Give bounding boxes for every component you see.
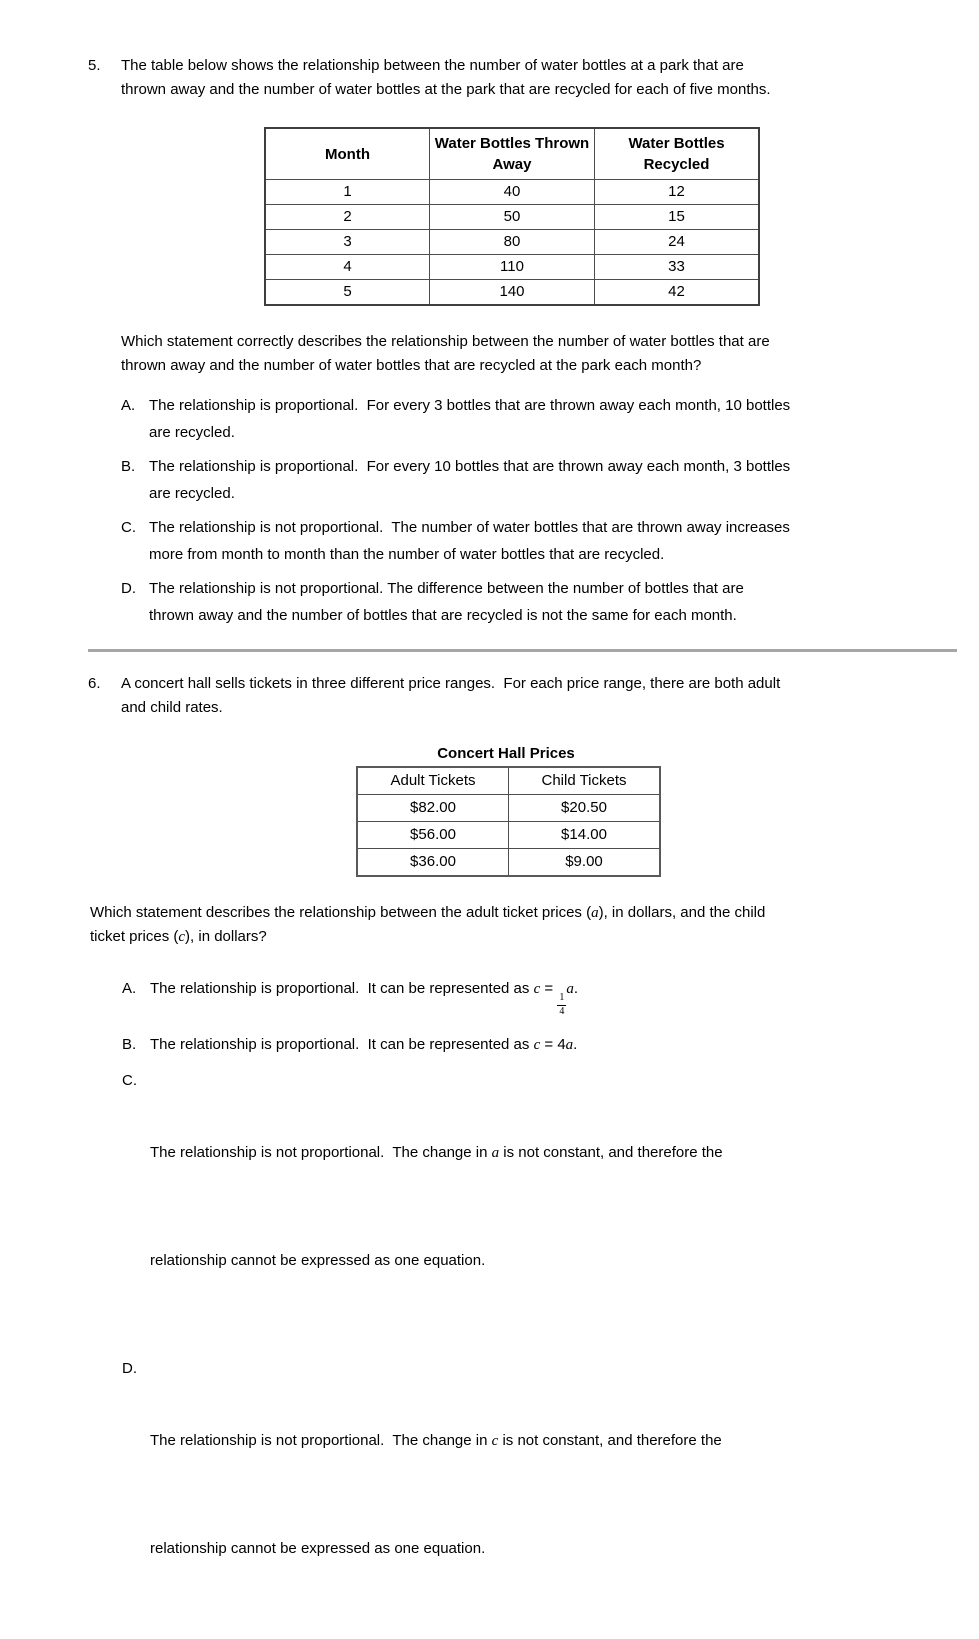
option-text: The relationship is proportional. For every 3 bottles that are thrown away each month, 10 bottles are recycled. bbox=[149, 397, 791, 441]
table-row bbox=[265, 255, 759, 280]
question-6-intro bbox=[88, 672, 939, 720]
table-row bbox=[265, 205, 759, 230]
prompt-line: ticket prices (c), in dollars? bbox=[90, 928, 267, 945]
question-5-intro-text bbox=[121, 54, 771, 102]
table-cell: 3 bbox=[265, 230, 430, 255]
math-variable-c: c bbox=[533, 1037, 541, 1053]
option-letter: C. bbox=[121, 519, 136, 536]
question-6-intro-text bbox=[121, 672, 780, 720]
option-letter: A. bbox=[121, 397, 136, 414]
table-cell: 1 bbox=[265, 180, 430, 205]
table-cell: 33 bbox=[595, 255, 760, 280]
option-letter: B. bbox=[122, 1036, 137, 1053]
option-letter: B. bbox=[121, 458, 136, 475]
option-letter: D. bbox=[122, 1360, 137, 1377]
table-cell: 80 bbox=[430, 230, 595, 255]
table-cell: $82.00 bbox=[357, 795, 509, 822]
math-variable-a: a bbox=[491, 1145, 500, 1161]
question-5 bbox=[0, 54, 979, 629]
option-text: The relationship is proportional. It can be represented as c = 4a. bbox=[150, 1036, 578, 1053]
option-letter: C. bbox=[122, 1072, 137, 1089]
question-5-options bbox=[0, 392, 979, 629]
question-5-prompt bbox=[121, 330, 931, 378]
table-cell: 15 bbox=[595, 205, 760, 230]
table-cell: 12 bbox=[595, 180, 760, 205]
fraction-one-fourth: $\frac{1}{4}$ bbox=[559, 992, 565, 1017]
question-6 bbox=[0, 672, 979, 1639]
table-cell: 110 bbox=[430, 255, 595, 280]
math-variable-a: a bbox=[591, 905, 599, 921]
question-5-number: 5. bbox=[88, 57, 101, 74]
column-header-adult-tickets: Adult Tickets bbox=[357, 767, 509, 795]
column-header-thrown-away: Water Bottles Thrown Away bbox=[430, 128, 595, 180]
column-header-month: Month bbox=[265, 128, 430, 180]
math-variable-a: a bbox=[565, 1037, 574, 1053]
option-text: The relationship is proportional. For every 10 bottles that are thrown away each month, 3 bottles are recycled. bbox=[149, 458, 791, 502]
q5-option-b bbox=[121, 453, 979, 507]
table-cell: 42 bbox=[595, 280, 760, 306]
table-cell: $9.00 bbox=[509, 849, 661, 877]
water-bottles-table bbox=[264, 127, 760, 306]
math-variable-c: c bbox=[491, 1433, 499, 1449]
table-cell: 50 bbox=[430, 205, 595, 230]
table-cell: 2 bbox=[265, 205, 430, 230]
table-cell: $36.00 bbox=[357, 849, 509, 877]
q6-option-a bbox=[122, 971, 979, 1017]
table-row bbox=[357, 849, 660, 877]
math-variable-c: c bbox=[178, 929, 186, 945]
prompt-line: thrown away and the number of water bottles that are recycled at the park each month? bbox=[121, 357, 702, 374]
question-5-intro bbox=[88, 54, 939, 102]
q6-option-c bbox=[122, 1063, 979, 1351]
intro-line: and child rates. bbox=[121, 699, 223, 716]
option-text: The relationship is proportional. It can be represented as c = $\frac{1}{4}$ a. bbox=[150, 980, 579, 1017]
table-cell: 24 bbox=[595, 230, 760, 255]
q5-option-a bbox=[121, 392, 979, 446]
intro-line: thrown away and the number of water bottles at the park that are recycled for each of five months. bbox=[121, 81, 771, 98]
q6-option-b bbox=[122, 1027, 979, 1063]
table-row bbox=[265, 180, 759, 205]
question-6-number: 6. bbox=[88, 675, 101, 692]
column-header-recycled: Water Bottles Recycled bbox=[595, 128, 760, 180]
option-text: The relationship is not proportional. The number of water bottles that are thrown away increases more from month to month than the number of water bottles that are recycled. bbox=[149, 519, 790, 563]
option-text: The relationship is not proportional. The change in c is not constant, and therefore the relationship cannot be expressed as one equation. bbox=[150, 1432, 722, 1557]
option-text: The relationship is not proportional. The difference between the number of bottles that are thrown away and the number of bottles that are recycled is not the same for each month. bbox=[149, 580, 744, 624]
table-cell: 140 bbox=[430, 280, 595, 306]
q6-option-d bbox=[122, 1351, 979, 1639]
table-cell: 40 bbox=[430, 180, 595, 205]
concert-table-title: Concert Hall Prices bbox=[437, 745, 575, 762]
prompt-line: Which statement describes the relationship between the adult ticket prices (a), in dollars, and the child bbox=[90, 904, 766, 921]
table-header-row bbox=[357, 767, 660, 795]
table-header-row bbox=[265, 128, 759, 180]
table-row bbox=[357, 795, 660, 822]
worksheet-page bbox=[0, 54, 979, 1557]
question-6-options bbox=[0, 971, 979, 1639]
intro-line: A concert hall sells tickets in three different price ranges. For each price range, there are both adult bbox=[121, 675, 781, 692]
math-variable-a: a bbox=[566, 981, 574, 997]
prompt-line: Which statement correctly describes the relationship between the number of water bottles that are bbox=[121, 333, 770, 350]
table-row bbox=[265, 230, 759, 255]
q5-option-d bbox=[121, 575, 979, 629]
concert-prices-table bbox=[356, 766, 661, 877]
option-text: The relationship is not proportional. The change in a is not constant, and therefore the relationship cannot be expressed as one equation. bbox=[150, 1144, 723, 1269]
table-row bbox=[357, 822, 660, 849]
table-cell: $20.50 bbox=[509, 795, 661, 822]
table-cell: $14.00 bbox=[509, 822, 661, 849]
math-variable-c: c bbox=[533, 981, 541, 997]
table-cell: $56.00 bbox=[357, 822, 509, 849]
intro-line: The table below shows the relationship between the number of water bottles at a park that are bbox=[121, 57, 744, 74]
table-cell: 5 bbox=[265, 280, 430, 306]
option-letter: A. bbox=[122, 980, 137, 997]
table-row bbox=[265, 280, 759, 306]
table-cell: 4 bbox=[265, 255, 430, 280]
option-letter: D. bbox=[121, 580, 136, 597]
section-divider bbox=[88, 649, 957, 652]
question-6-prompt bbox=[90, 901, 960, 949]
q5-option-c bbox=[121, 514, 979, 568]
column-header-child-tickets: Child Tickets bbox=[509, 767, 661, 795]
